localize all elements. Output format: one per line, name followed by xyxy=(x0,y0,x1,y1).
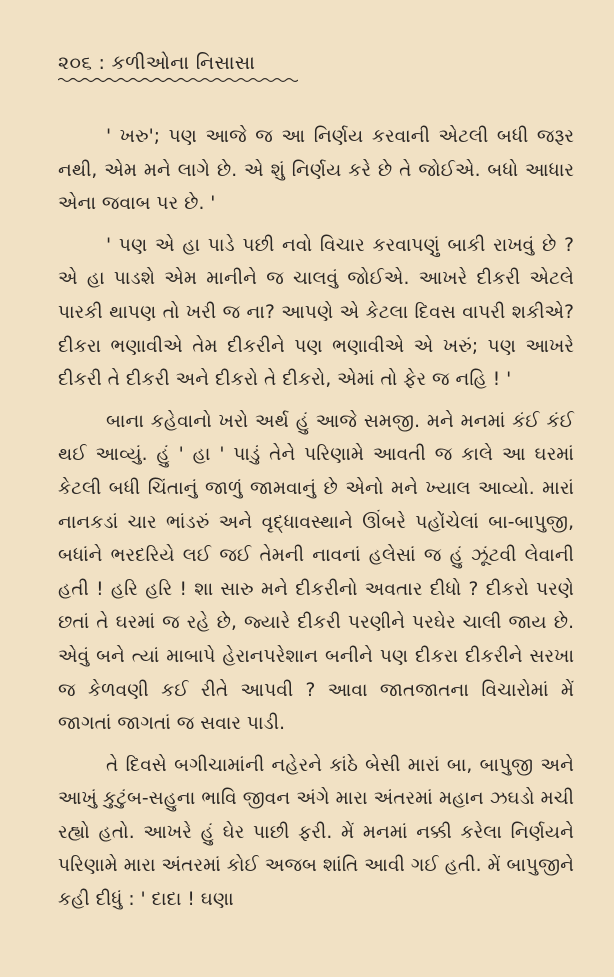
paragraph-4: તે દિવસે બગીચામાંની નહેરને કાંઠે બેસી મારાં બા, બાપુજી અને આખું કુટુંબ-સહુના ભાવિ જીવન અંગે મારા અંતરમાં મહાન ઝઘડો મચી રહ્યો હતો. આખરે હું ઘેર પાછી ફરી. મેં મનમાં નક્કી કરેલા નિર્ણયને પરિણામે મારા અંતરમાં કોઈ અજબ શાંતિ આવી ગઈ હતી. મેં બાપુજીને કહી દીધું : ' દાદા ! ઘણા xyxy=(58,754,574,911)
book-title: કળીઓના નિસાસા xyxy=(111,52,256,74)
paragraph-1: ' ખરુ'; પણ આજે જ આ નિર્ણય કરવાની એટલી બધી જરૂર નથી, એમ મને લાગે છે. એ શું નિર્ણય કરે છે તે જોઈએ. બધો આધાર એના જવાબ પર છે. ' xyxy=(58,126,574,215)
paragraph-2: ' પણ એ હા પાડે પછી નવો વિચાર કરવાપણું બાકી રાખવું છે ? એ હા પાડશે એમ માનીને જ ચાલવું જોઈએ. આખરે દીકરી એટલે પારકી થાપણ તો ખરી જ ના? આપણે એ કેટલા દિવસ વાપરી શકીએ? દીકરા ભણાવીએ તેમ દીકરીને પણ ભણાવીએ એ ખરું; પણ આખરે દીકરી તે દીકરી અને દીકરો તે દીકરો, એમાં તો ફેર જ નહિ ! ' xyxy=(58,234,574,391)
header-separator: : xyxy=(98,52,106,74)
body-text xyxy=(58,120,574,917)
paragraph-3: બાના કહેવાનો ખરો અર્થ હું આજે સમજી. મને મનમાં કંઈ કંઈ થઈ આવ્યું. હું ' હા ' પાડું તેને પરિણામે આવતી જ કાલે આ ઘરમાં કેટલી બધી ચિંતાનું જાળું જામવાનું છે એનો મને ખ્યાલ આવ્યો. મારાં નાનકડાં ચાર ભાંડરું અને વૃદ્ધાવસ્થાને ઊંબરે પહોંચેલાં બા-બાપુજી, બધાંને ભરદરિયે લઈ જઈ તેમની નાવનાં હલેસાં જ હું ઝૂંટવી લેવાની હતી ! હરિ હરિ ! શા સારુ મને દીકરીનો અવતાર દીધો ? દીકરો પરણે છતાં તે ઘરમાં જ રહે છે, જ્યારે દીકરી પરણીને પરઘેર ચાલી જાય છે. એવું બને ત્યાં માબાપે હેરાનપરેશાન બનીને પણ દીકરા દીકરીને સરખા જ કેળવણી કઈ રીતે આપવી ? આવા જાતજાતના વિચારોમાં મેં જાગતાં જાગતાં જ સવાર પાડી. xyxy=(58,410,574,735)
page-number: ૨૦૬ xyxy=(58,52,93,74)
wavy-underline xyxy=(58,76,298,84)
running-header xyxy=(58,52,255,80)
